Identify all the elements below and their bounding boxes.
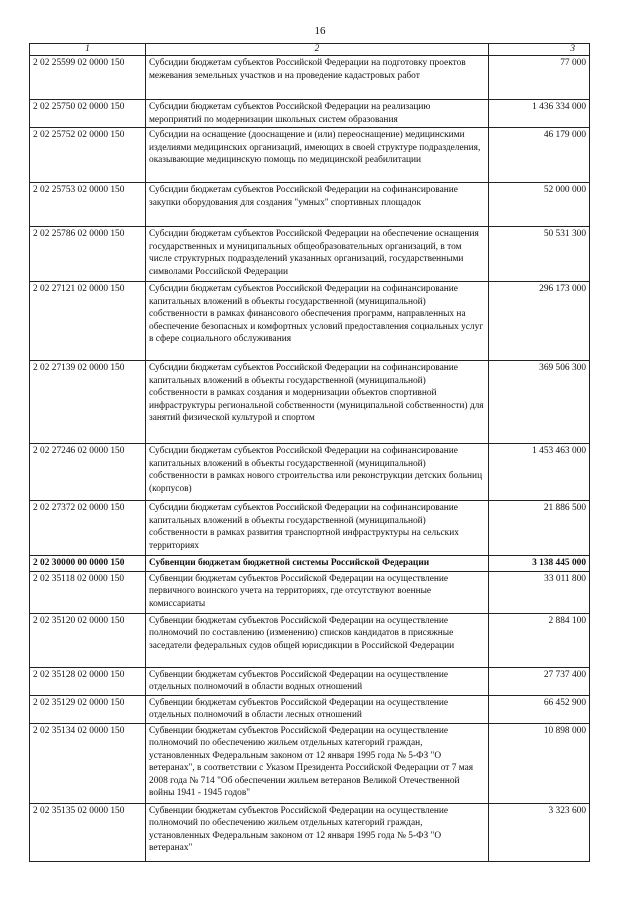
row-code: 2 02 27246 02 0000 150: [30, 444, 146, 501]
row-description: Субсидии бюджетам субъектов Российской Федерации на софинансирование капитальных вложений в объекты государственной (муниципальной) собственности в рамках развития транспортной инфраструктуры на сельских территориях: [146, 501, 489, 556]
row-amount: 50 531 300: [489, 227, 590, 282]
table-row: [30, 183, 590, 227]
table-row: [30, 56, 590, 100]
table-row: [30, 100, 590, 128]
row-amount: 369 506 300: [489, 361, 590, 444]
table-row: [30, 695, 590, 723]
row-code: 2 02 35128 02 0000 150: [30, 667, 146, 695]
column-3-number: 3: [489, 44, 590, 56]
row-amount: 46 179 000: [489, 128, 590, 183]
row-amount: 66 452 900: [489, 695, 590, 723]
page-number: 16: [314, 25, 326, 37]
row-amount: 33 011 800: [489, 571, 590, 613]
table-row: [30, 444, 590, 501]
table-row: [30, 128, 590, 183]
table-row: [30, 361, 590, 444]
row-code: 2 02 25599 02 0000 150: [30, 56, 146, 100]
row-code: 2 02 25753 02 0000 150: [30, 183, 146, 227]
row-description: Субсидии бюджетам субъектов Российской Федерации на софинансирование капитальных вложений в объекты государственной (муниципальной) собственности в рамках финансового обеспечения программ, направленных на обеспечение безопасных и комфортных условий предоставления социальных услуг в сфере социального обслуживания: [146, 282, 489, 361]
column-number-row: [30, 44, 590, 56]
row-description: Субвенции бюджетам бюджетной системы Российской Федерации: [146, 556, 489, 572]
row-code: 2 02 35135 02 0000 150: [30, 803, 146, 861]
row-description: Субсидии бюджетам субъектов Российской Федерации на софинансирование закупки оборудования для создания "умных" спортивных площадок: [146, 183, 489, 227]
table-row: [30, 282, 590, 361]
row-amount: 10 898 000: [489, 723, 590, 803]
table-row: [30, 501, 590, 556]
column-1-number: 1: [30, 44, 146, 56]
row-code: 2 02 35120 02 0000 150: [30, 613, 146, 667]
row-description: Субсидии бюджетам субъектов Российской Федерации на обеспечение оснащения государственных и муниципальных общеобразовательных организаций, в том числе структурных подразделений указанных организаций, государственными символами Российской Федерации: [146, 227, 489, 282]
row-amount: 52 000 000: [489, 183, 590, 227]
revenue-table: [29, 43, 590, 862]
row-description: Субвенции бюджетам субъектов Российской Федерации на осуществление отдельных полномочий в области лесных отношений: [146, 695, 489, 723]
row-description: Субсидии бюджетам субъектов Российской Федерации на подготовку проектов межевания земельных участков и на проведение кадастровых работ: [146, 56, 489, 100]
table-row: [30, 803, 590, 861]
table-row: [30, 556, 590, 572]
row-description: Субвенции бюджетам субъектов Российской Федерации на осуществление полномочий по обеспечению жильем отдельных категорий граждан, установленных Федеральным законом от 12 января 1995 года № 5-ФЗ "О ветеранах": [146, 803, 489, 861]
row-amount: 1 453 463 000: [489, 444, 590, 501]
row-description: Субвенции бюджетам субъектов Российской Федерации на осуществление первичного воинского учета на территориях, где отсутствуют военные комиссариаты: [146, 571, 489, 613]
row-description: Субсидии бюджетам субъектов Российской Федерации на реализацию мероприятий по модернизации школьных систем образования: [146, 100, 489, 128]
table-row: [30, 667, 590, 695]
row-amount: 77 000: [489, 56, 590, 100]
row-code: 2 02 25752 02 0000 150: [30, 128, 146, 183]
row-description: Субсидии бюджетам субъектов Российской Федерации на софинансирование капитальных вложений в объекты государственной (муниципальной) собственности в рамках нового строительства или реконструкции детских больниц (корпусов): [146, 444, 489, 501]
column-2-number: 2: [146, 44, 489, 56]
row-code: 2 02 25750 02 0000 150: [30, 100, 146, 128]
row-amount: 2 884 100: [489, 613, 590, 667]
row-code: 2 02 27121 02 0000 150: [30, 282, 146, 361]
row-code: 2 02 35118 02 0000 150: [30, 571, 146, 613]
row-description: Субвенции бюджетам субъектов Российской Федерации на осуществление полномочий по обеспечению жильем отдельных категорий граждан, установленных Федеральным законом от 12 января 1995 года № 5-ФЗ "О ветеранах", в соответствии с Указом Президента Российской Федерации от 7 мая 2008 года № 714 "Об обеспечении жильем ветеранов Великой Отечественной войны 1941 - 1945 годов": [146, 723, 489, 803]
table-body: [30, 56, 590, 862]
row-description: Субвенции бюджетам субъектов Российской Федерации на осуществление отдельных полномочий в области водных отношений: [146, 667, 489, 695]
row-code: 2 02 27372 02 0000 150: [30, 501, 146, 556]
row-amount: 296 173 000: [489, 282, 590, 361]
row-description: Субсидии бюджетам субъектов Российской Федерации на софинансирование капитальных вложений в объекты государственной (муниципальной) собственности в рамках создания и модернизации объектов спортивной инфраструктуры региональной собственности (муниципальной собственности) для занятий физической культурой и спортом: [146, 361, 489, 444]
table-row: [30, 571, 590, 613]
table-row: [30, 723, 590, 803]
row-description: Субсидии на оснащение (дооснащение и (или) переоснащение) медицинскими изделиями медицинских организаций, имеющих в своей структуре подразделения, оказывающие медицинскую помощь по медицинской реабилитации: [146, 128, 489, 183]
row-code: 2 02 30000 00 0000 150: [30, 556, 146, 572]
row-description: Субвенции бюджетам субъектов Российской Федерации на осуществление полномочий по составлению (изменению) списков кандидатов в присяжные заседатели федеральных судов общей юрисдикции в Российской Федерации: [146, 613, 489, 667]
row-code: 2 02 25786 02 0000 150: [30, 227, 146, 282]
row-amount: 3 323 600: [489, 803, 590, 861]
row-code: 2 02 27139 02 0000 150: [30, 361, 146, 444]
row-code: 2 02 35134 02 0000 150: [30, 723, 146, 803]
table-row: [30, 227, 590, 282]
table-row: [30, 613, 590, 667]
row-amount: 1 436 334 000: [489, 100, 590, 128]
row-amount: 27 737 400: [489, 667, 590, 695]
row-amount: 21 886 500: [489, 501, 590, 556]
row-code: 2 02 35129 02 0000 150: [30, 695, 146, 723]
row-amount: 3 138 445 000: [489, 556, 590, 572]
